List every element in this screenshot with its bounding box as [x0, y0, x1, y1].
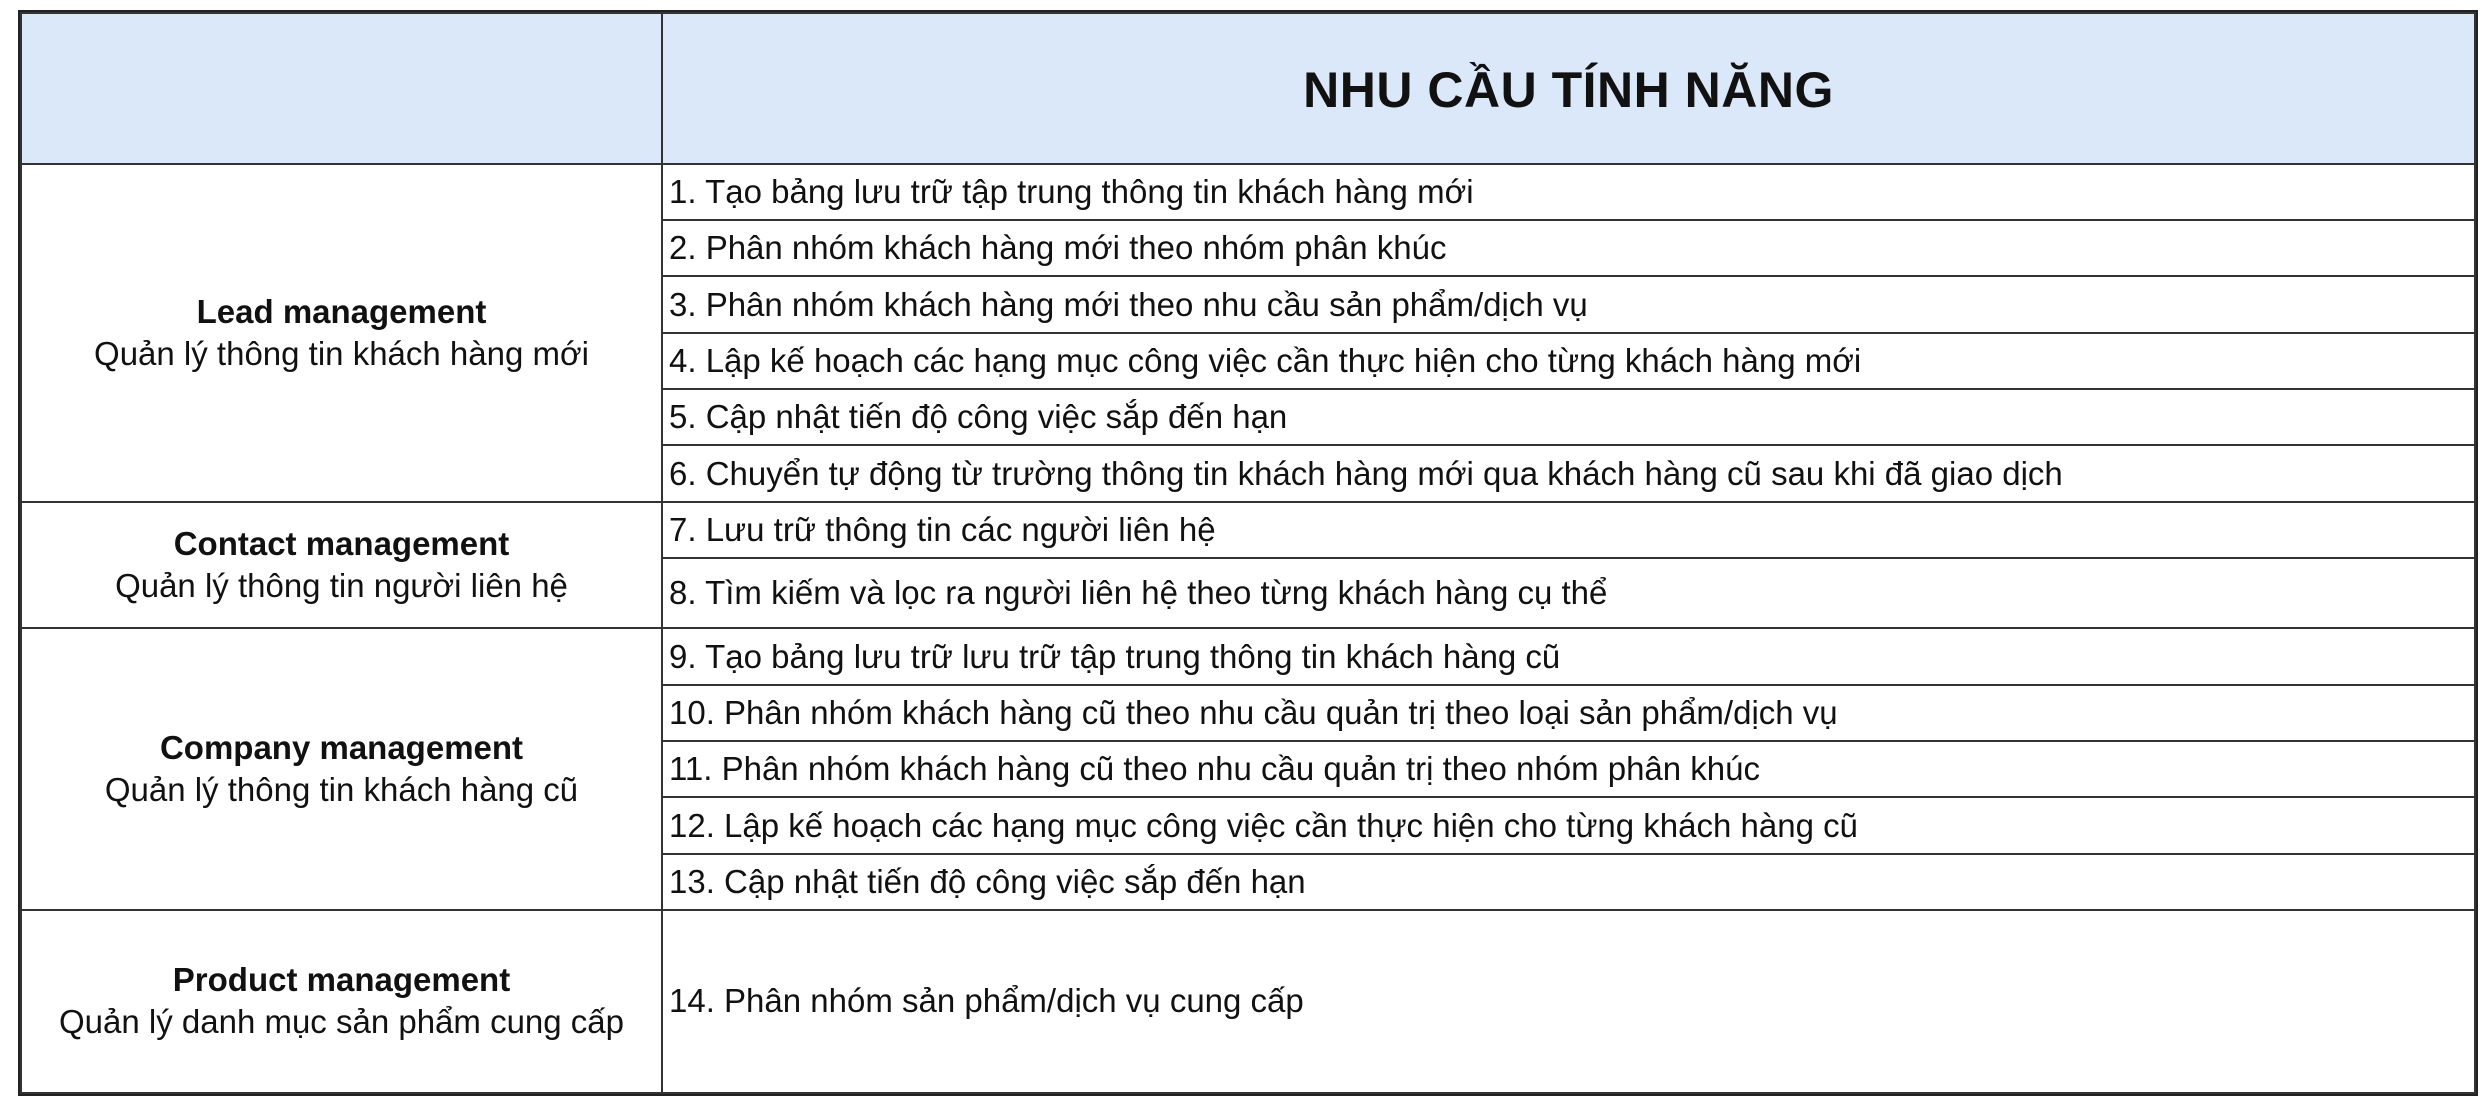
header-left-cell [21, 13, 662, 164]
feature-requirements-table [18, 10, 2478, 1096]
category-name: Contact management [173, 525, 510, 563]
feature-cell: 8. Tìm kiếm và lọc ra người liên hệ theo từng khách hàng cụ thể [662, 558, 2475, 628]
feature-cell: 5. Cập nhật tiến độ công việc sắp đến hạn [662, 389, 2475, 445]
category-name: Lead management [196, 292, 487, 330]
feature-cell: 1. Tạo bảng lưu trữ tập trung thông tin khách hàng mới [662, 164, 2475, 220]
table-row [21, 628, 2475, 684]
feature-cell: 7. Lưu trữ thông tin các người liên hệ [662, 502, 2475, 558]
category-company-management [21, 628, 662, 910]
header-title: NHU CẦU TÍNH NĂNG [662, 13, 2475, 164]
table-row [21, 164, 2475, 220]
feature-cell: 4. Lập kế hoạch các hạng mục công việc cần thực hiện cho từng khách hàng mới [662, 333, 2475, 389]
feature-cell: 2. Phân nhóm khách hàng mới theo nhóm phân khúc [662, 220, 2475, 276]
feature-cell: 3. Phân nhóm khách hàng mới theo nhu cầu sản phẩm/dịch vụ [662, 276, 2475, 332]
category-product-management [21, 910, 662, 1093]
feature-cell: 12. Lập kế hoạch các hạng mục công việc cần thực hiện cho từng khách hàng cũ [662, 797, 2475, 853]
category-description: Quản lý thông tin khách hàng cũ [104, 771, 579, 809]
category-description: Quản lý danh mục sản phẩm cung cấp [58, 1003, 624, 1041]
category-description: Quản lý thông tin khách hàng mới [94, 334, 589, 372]
category-description: Quản lý thông tin người liên hệ [115, 567, 568, 605]
header-row [21, 13, 2475, 164]
category-name: Company management [159, 729, 524, 767]
feature-cell: 13. Cập nhật tiến độ công việc sắp đến hạn [662, 854, 2475, 910]
table-row [21, 502, 2475, 558]
feature-cell: 9. Tạo bảng lưu trữ lưu trữ tập trung thông tin khách hàng cũ [662, 628, 2475, 684]
feature-cell: 14. Phân nhóm sản phẩm/dịch vụ cung cấp [662, 910, 2475, 1093]
feature-cell: 10. Phân nhóm khách hàng cũ theo nhu cầu quản trị theo loại sản phẩm/dịch vụ [662, 685, 2475, 741]
category-name: Product management [172, 961, 511, 999]
feature-cell: 6. Chuyển tự động từ trường thông tin khách hàng mới qua khách hàng cũ sau khi đã giao dịch [662, 445, 2475, 501]
category-lead-management [21, 164, 662, 502]
feature-cell: 11. Phân nhóm khách hàng cũ theo nhu cầu quản trị theo nhóm phân khúc [662, 741, 2475, 797]
table-row [21, 910, 2475, 1093]
category-contact-management [21, 502, 662, 629]
requirements-grid [20, 12, 2476, 1094]
